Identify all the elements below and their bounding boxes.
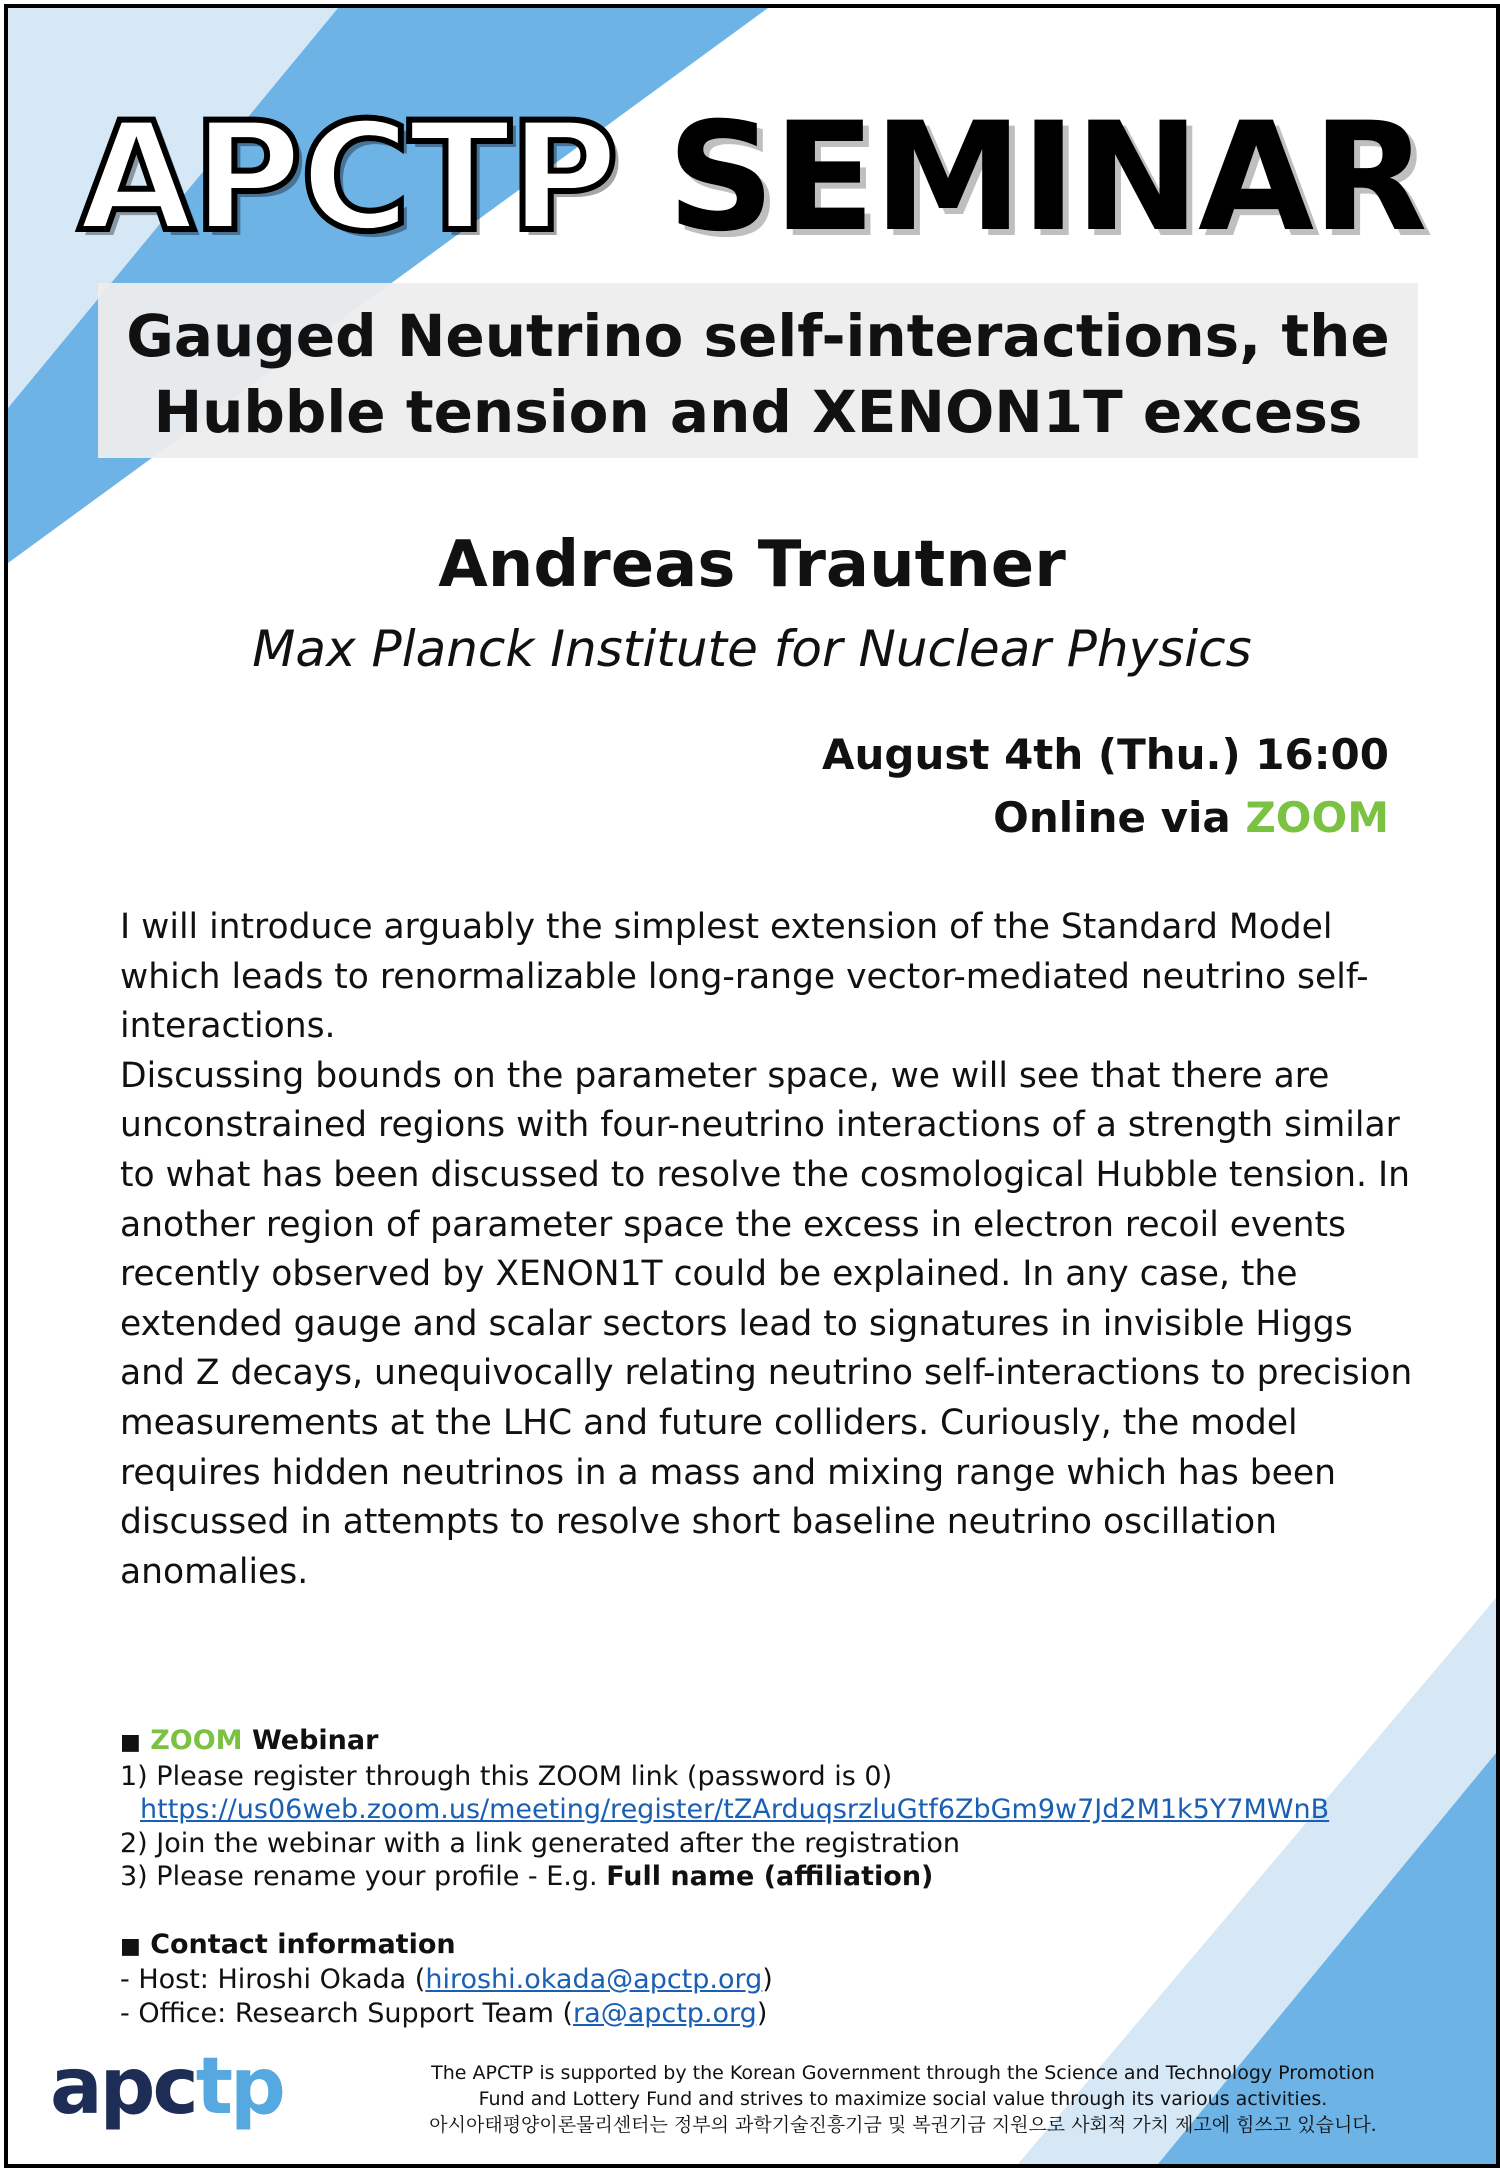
talk-title [98,298,1418,450]
info-section [120,1724,1420,2030]
apctp-logo [50,2042,283,2132]
abstract-paragraph-1: I will introduce arguably the simplest extension of the Standard Model which leads to renormalizable long-range vector-mediated neutrino self-interactions. [120,907,1369,1047]
webinar-step-3 [120,1860,1420,1894]
speaker-affiliation: Max Planck Institute for Nuclear Physics [252,620,1252,678]
talk-title-line2: Hubble tension and XENON1T excess [153,378,1363,446]
poster [4,4,1500,2168]
webinar-heading [120,1724,1420,1760]
webinar-step-2: 2) Join the webinar with a link generated after the registration [120,1827,961,1859]
office-label: - Office: Research Support Team ( [120,1997,574,2029]
webinar-step-3-example: Full name (affiliation) [606,1861,934,1892]
bullet-icon: ■ [120,1730,141,1755]
venue-prefix: Online via [993,793,1246,842]
office-close: ) [756,1997,768,2029]
speaker-name: Andreas Trautner [438,528,1066,602]
title-seminar: SEMINAR [666,91,1426,265]
seminar-title [8,91,1496,265]
host-label: - Host: Hiroshi Okada ( [120,1964,426,1995]
contact-heading-label: Contact information [140,1928,456,1960]
footer-notice [313,2060,1493,2138]
venue-zoom: ZOOM [1245,793,1389,842]
seminar-venue [993,793,1389,842]
bullet-icon: ■ [120,1933,141,1959]
spacer [120,1894,1420,1928]
zoom-register-link[interactable]: https://us06web.zoom.us/meeting/register/tZArduqsrzluGtf6ZbGm9w7Jd2M1k5Y7MWnB [140,1794,1330,1825]
footer-line-2: Fund and Lottery Fund and strives to maximize social value through its various activities. [478,2088,1328,2110]
footer-line-1: The APCTP is supported by the Korean Government through the Science and Technology Promotion [431,2062,1375,2084]
host-email-link[interactable]: hiroshi.okada@apctp.org [425,1964,763,1995]
webinar-link-row [120,1793,1420,1827]
webinar-heading-label: Webinar [242,1725,379,1756]
webinar-step-3-text: 3) Please rename your profile - E.g. [120,1861,607,1892]
contact-office [120,1997,1420,2031]
logo-tp: tp [195,2042,283,2132]
contact-host [120,1963,1420,1997]
webinar-zoom-label: ZOOM [150,1725,243,1756]
abstract-paragraph-2: Discussing bounds on the parameter space, we will see that there are unconstrained regions with four-neutrino interactions of a strength similar to what has been discussed to resolve the cosmological Hubble tension. In another region of parameter space the excess in electron recoil events recently observed by XENON1T could be explained. In any case, the extended gauge and scalar sectors lead to signatures in invisible Higgs and Z decays, unequivocally relating neutrino self-interactions to precision measurements at the LHC and future colliders. Curiously, the model requires hidden neutrinos in a mass and mixing range which has been discussed in attempts to resolve short baseline neutrino oscillation anomalies. [120,1055,1413,1592]
contact-heading [120,1928,1420,1964]
host-close: ) [762,1964,773,1995]
logo-apc: apc [50,2042,196,2132]
webinar-step-1: 1) Please register through this ZOOM link (password is 0) [120,1760,893,1792]
abstract [120,903,1420,1597]
seminar-date: August 4th (Thu.) 16:00 [822,730,1389,779]
office-email-link[interactable]: ra@apctp.org [573,1997,757,2029]
title-apctp: APCTP [78,91,617,265]
footer-line-3: 아시아태평양이론물리센터는 정부의 과학기술진흥기금 및 복권기금 지원으로 사회적 가치 제고에 힘쓰고 있습니다. [429,2114,1377,2136]
talk-title-line1: Gauged Neutrino self-interactions, the [126,302,1390,370]
